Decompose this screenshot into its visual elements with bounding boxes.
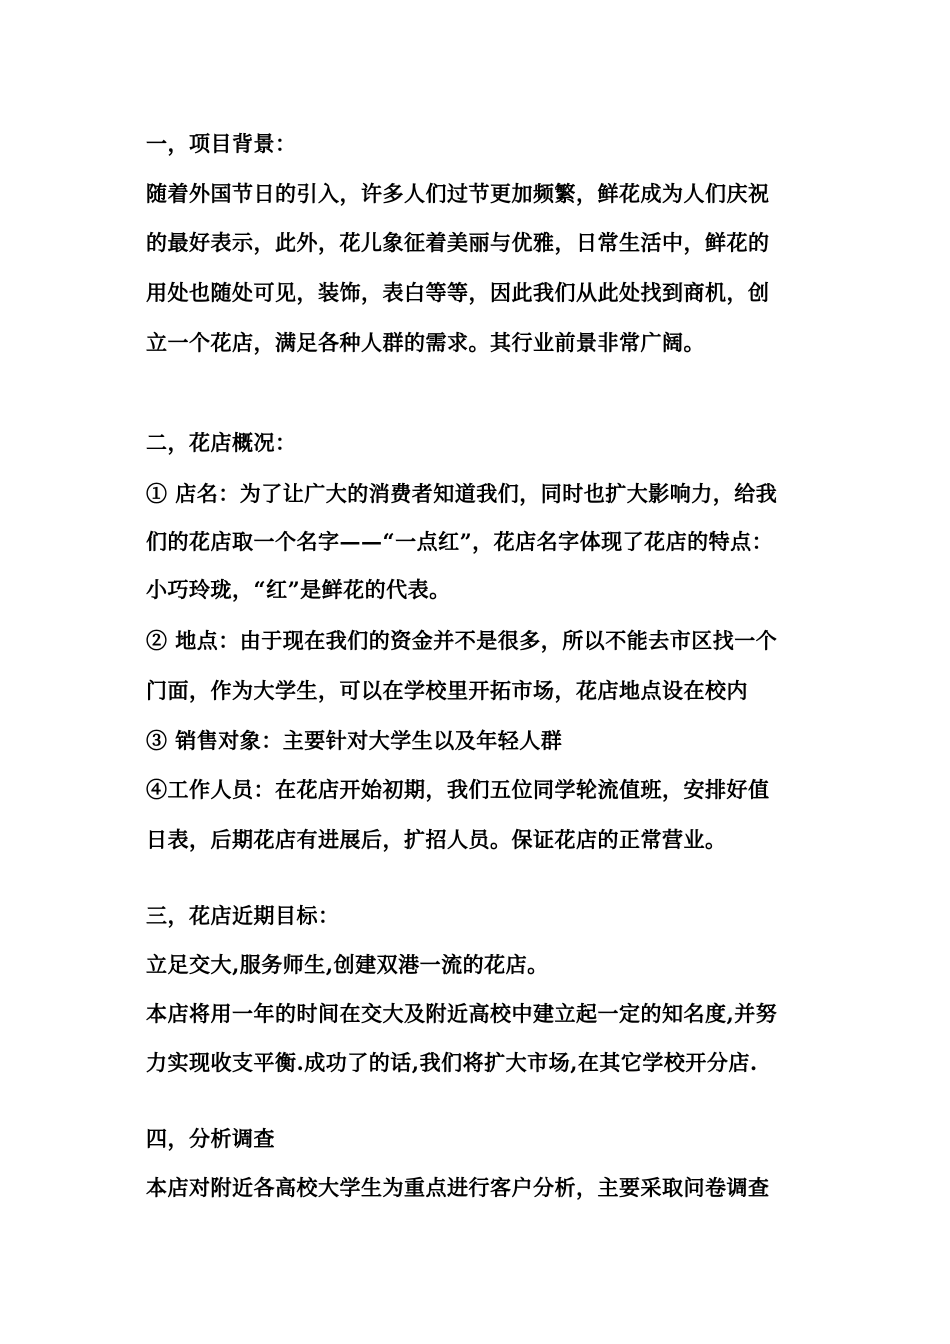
section-heading-background: 一，项目背景： [146,131,297,156]
paragraph-line: 立一个花店，满足各种人群的需求。其行业前景非常广阔。 [146,330,705,355]
paragraph-line: 力实现收支平衡.成功了的话,我们将扩大市场,在其它学校开分店. [146,1050,758,1075]
section-heading-goals: 三，花店近期目标： [146,903,340,928]
paragraph-line: 门面，作为大学生，可以在学校里开拓市场，花店地点设在校内 [146,678,748,703]
paragraph-line: 的最好表示，此外，花儿象征着美丽与优雅，日常生活中，鲜花的 [146,230,770,255]
paragraph-line: 立足交大,服务师生,创建双港一流的花店。 [146,952,549,977]
paragraph-line: 本店对附近各高校大学生为重点进行客户分析，主要采取问卷调查 [146,1175,770,1200]
paragraph-line: ④工作人员：在花店开始初期，我们五位同学轮流值班，安排好值 [146,777,770,802]
paragraph-line: 本店将用一年的时间在交大及附近高校中建立起一定的知名度,并努 [146,1001,778,1026]
paragraph-line: 们的花店取一个名字——“一点红”，花店名字体现了花店的特点： [146,529,774,554]
section-heading-overview: 二，花店概况： [146,430,297,455]
paragraph-line: 随着外国节日的引入，许多人们过节更加频繁，鲜花成为人们庆祝 [146,181,770,206]
section-heading-analysis: 四，分析调查 [146,1126,275,1151]
paragraph-line: ③ 销售对象：主要针对大学生以及年轻人群 [146,728,563,753]
paragraph-line: 小巧玲珑，“红”是鲜花的代表。 [146,577,451,602]
paragraph-line: ① 店名：为了让广大的消费者知道我们，同时也扩大影响力，给我 [146,481,778,506]
paragraph-line: 用处也随处可见，装饰，表白等等，因此我们从此处找到商机，创 [146,280,770,305]
paragraph-line: 日表，后期花店有进展后，扩招人员。保证花店的正常营业。 [146,827,727,852]
paragraph-line: ② 地点：由于现在我们的资金并不是很多，所以不能去市区找一个 [146,628,778,653]
